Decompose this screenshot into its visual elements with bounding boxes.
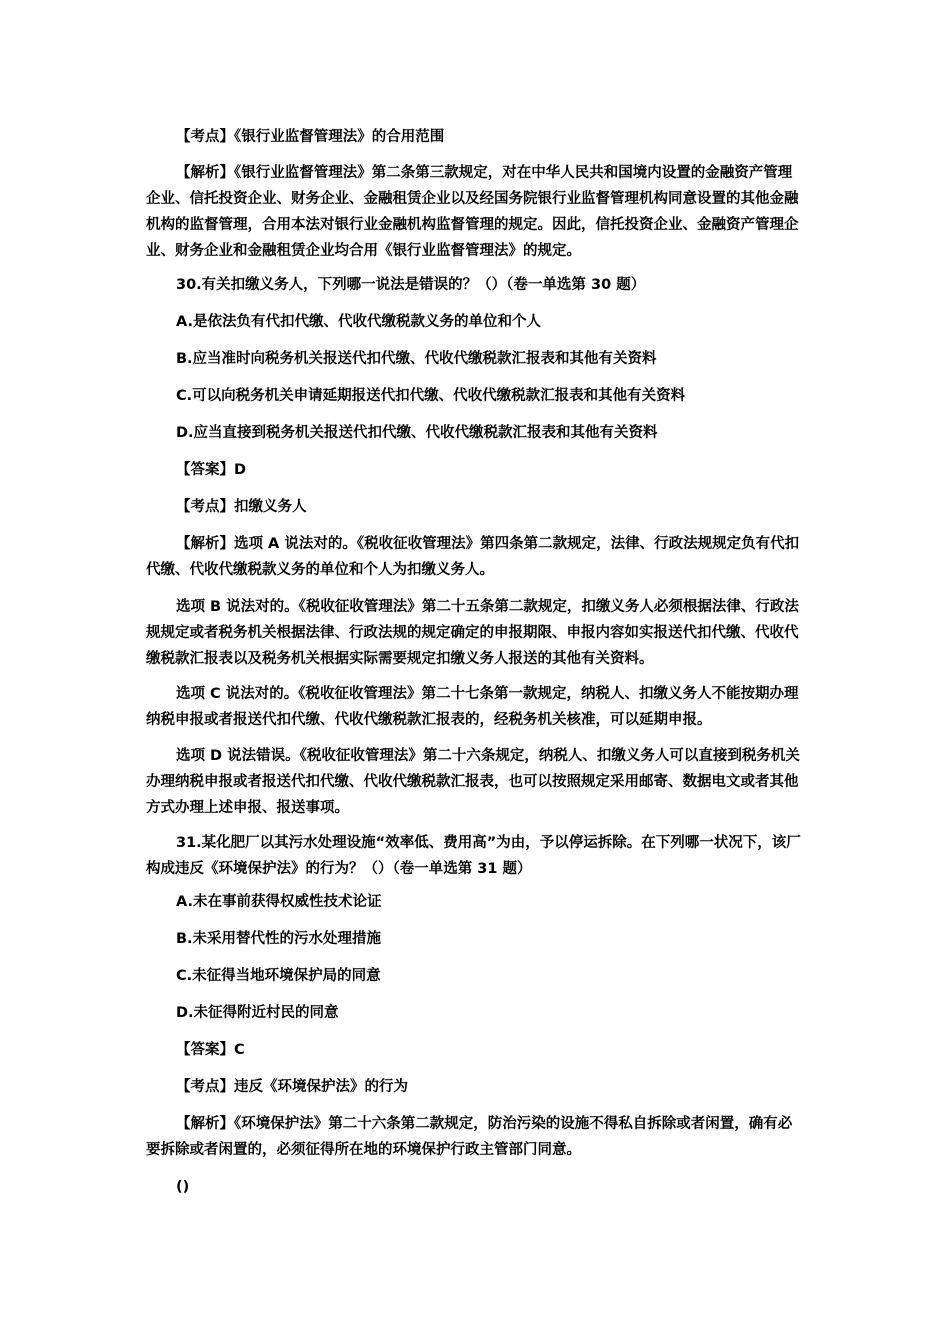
question-31-stem: 31.某化肥厂以其污水处理设施“效率低、费用高”为由，予以停运拆除。在下列哪一状况下，该厂构成违反《环境保护法》的行为？（）（卷一单选第 31 题） <box>146 835 801 877</box>
question-30-kaodian: 【考点】扣缴义务人 <box>176 499 307 515</box>
question-30-jiexi-option-b: 选项 B 说法对的。《税收征收管理法》第二十五条第二款规定，扣缴义务人必须根据法律、行政法规规定或者税务机关根据法律、行政法规的规定确定的申报期限、申报内容如实报送代扣代缴、代收代缴税款汇报表以及税务机关根据实际需要规定扣缴义务人报送的其他有关资料。 <box>146 599 799 667</box>
question-30-jiexi-option-a: 【解析】选项 A 说法对的。《税收征收管理法》第四条第二款规定，法律、行政法规规定负有代扣代缴、代收代缴税款义务的单位和个人为扣缴义务人。 <box>146 536 800 578</box>
question-30-stem: 30.有关扣缴义务人，下列哪一说法是错误的？（）（卷一单选第 30 题） <box>176 277 646 293</box>
question-30-option-c: C.可以向税务机关申请延期报送代扣代缴、代收代缴税款汇报表和其他有关资料 <box>176 388 686 404</box>
empty-parentheses: () <box>176 1179 190 1195</box>
question-30-jiexi-option-d: 选项 D 说法错误。《税收征收管理法》第二十六条规定，纳税人、扣缴义务人可以直接到税务机关办理纳税申报或者报送代扣代缴、代收代缴税款汇报表，也可以按照规定采用邮寄、数据电文或者其他方式办理上述申报、报送事项。 <box>146 748 800 816</box>
question-30-option-b: B.应当准时向税务机关报送代扣代缴、代收代缴税款汇报表和其他有关资料 <box>176 351 657 367</box>
question-30-answer: 【答案】D <box>176 462 247 478</box>
question-30-option-a: A.是依法负有代扣代缴、代收代缴税款义务的单位和个人 <box>176 314 541 330</box>
question-31-jiexi: 【解析】《环境保护法》第二十六条第二款规定，防治污染的设施不得私自拆除或者闲置，确有必要拆除或者闲置的，必须征得所在地的环境保护行政主管部门同意。 <box>146 1116 793 1158</box>
question-31-kaodian: 【考点】违反《环境保护法》的行为 <box>176 1079 408 1095</box>
question-30-option-d: D.应当直接到税务机关报送代扣代缴、代收代缴税款汇报表和其他有关资料 <box>176 425 658 441</box>
question-31-answer: 【答案】C <box>176 1042 245 1058</box>
question-31-option-b: B.未采用替代性的污水处理措施 <box>176 931 382 947</box>
question-31-option-d: D.未征得附近村民的同意 <box>176 1005 339 1021</box>
question-31-option-c: C.未征得当地环境保护局的同意 <box>176 968 381 984</box>
paragraph-kaodian-banking-scope: 【考点】《银行业监督管理法》的合用范围 <box>176 129 445 145</box>
question-30-jiexi-option-c: 选项 C 说法对的。《税收征收管理法》第二十七条第一款规定，纳税人、扣缴义务人不能按期办理纳税申报或者报送代扣代缴、代收代缴税款汇报表的，经税务机关核准，可以延期申报。 <box>146 686 799 728</box>
question-31-option-a: A.未在事前获得权威性技术论证 <box>176 894 382 910</box>
paragraph-jiexi-banking: 【解析】《银行业监督管理法》第二条第三款规定，对在中华人民共和国境内设置的金融资产管理企业、信托投资企业、财务企业、金融租赁企业以及经国务院银行业监督管理机构同意设置的其他金融机构的监督管理，合用本法对银行业金融机构监督管理的规定。因此，信托投资企业、金融资产管理企业、财务企业和金融租赁企业均合用《银行业监督管理法》的规定。 <box>146 165 799 259</box>
